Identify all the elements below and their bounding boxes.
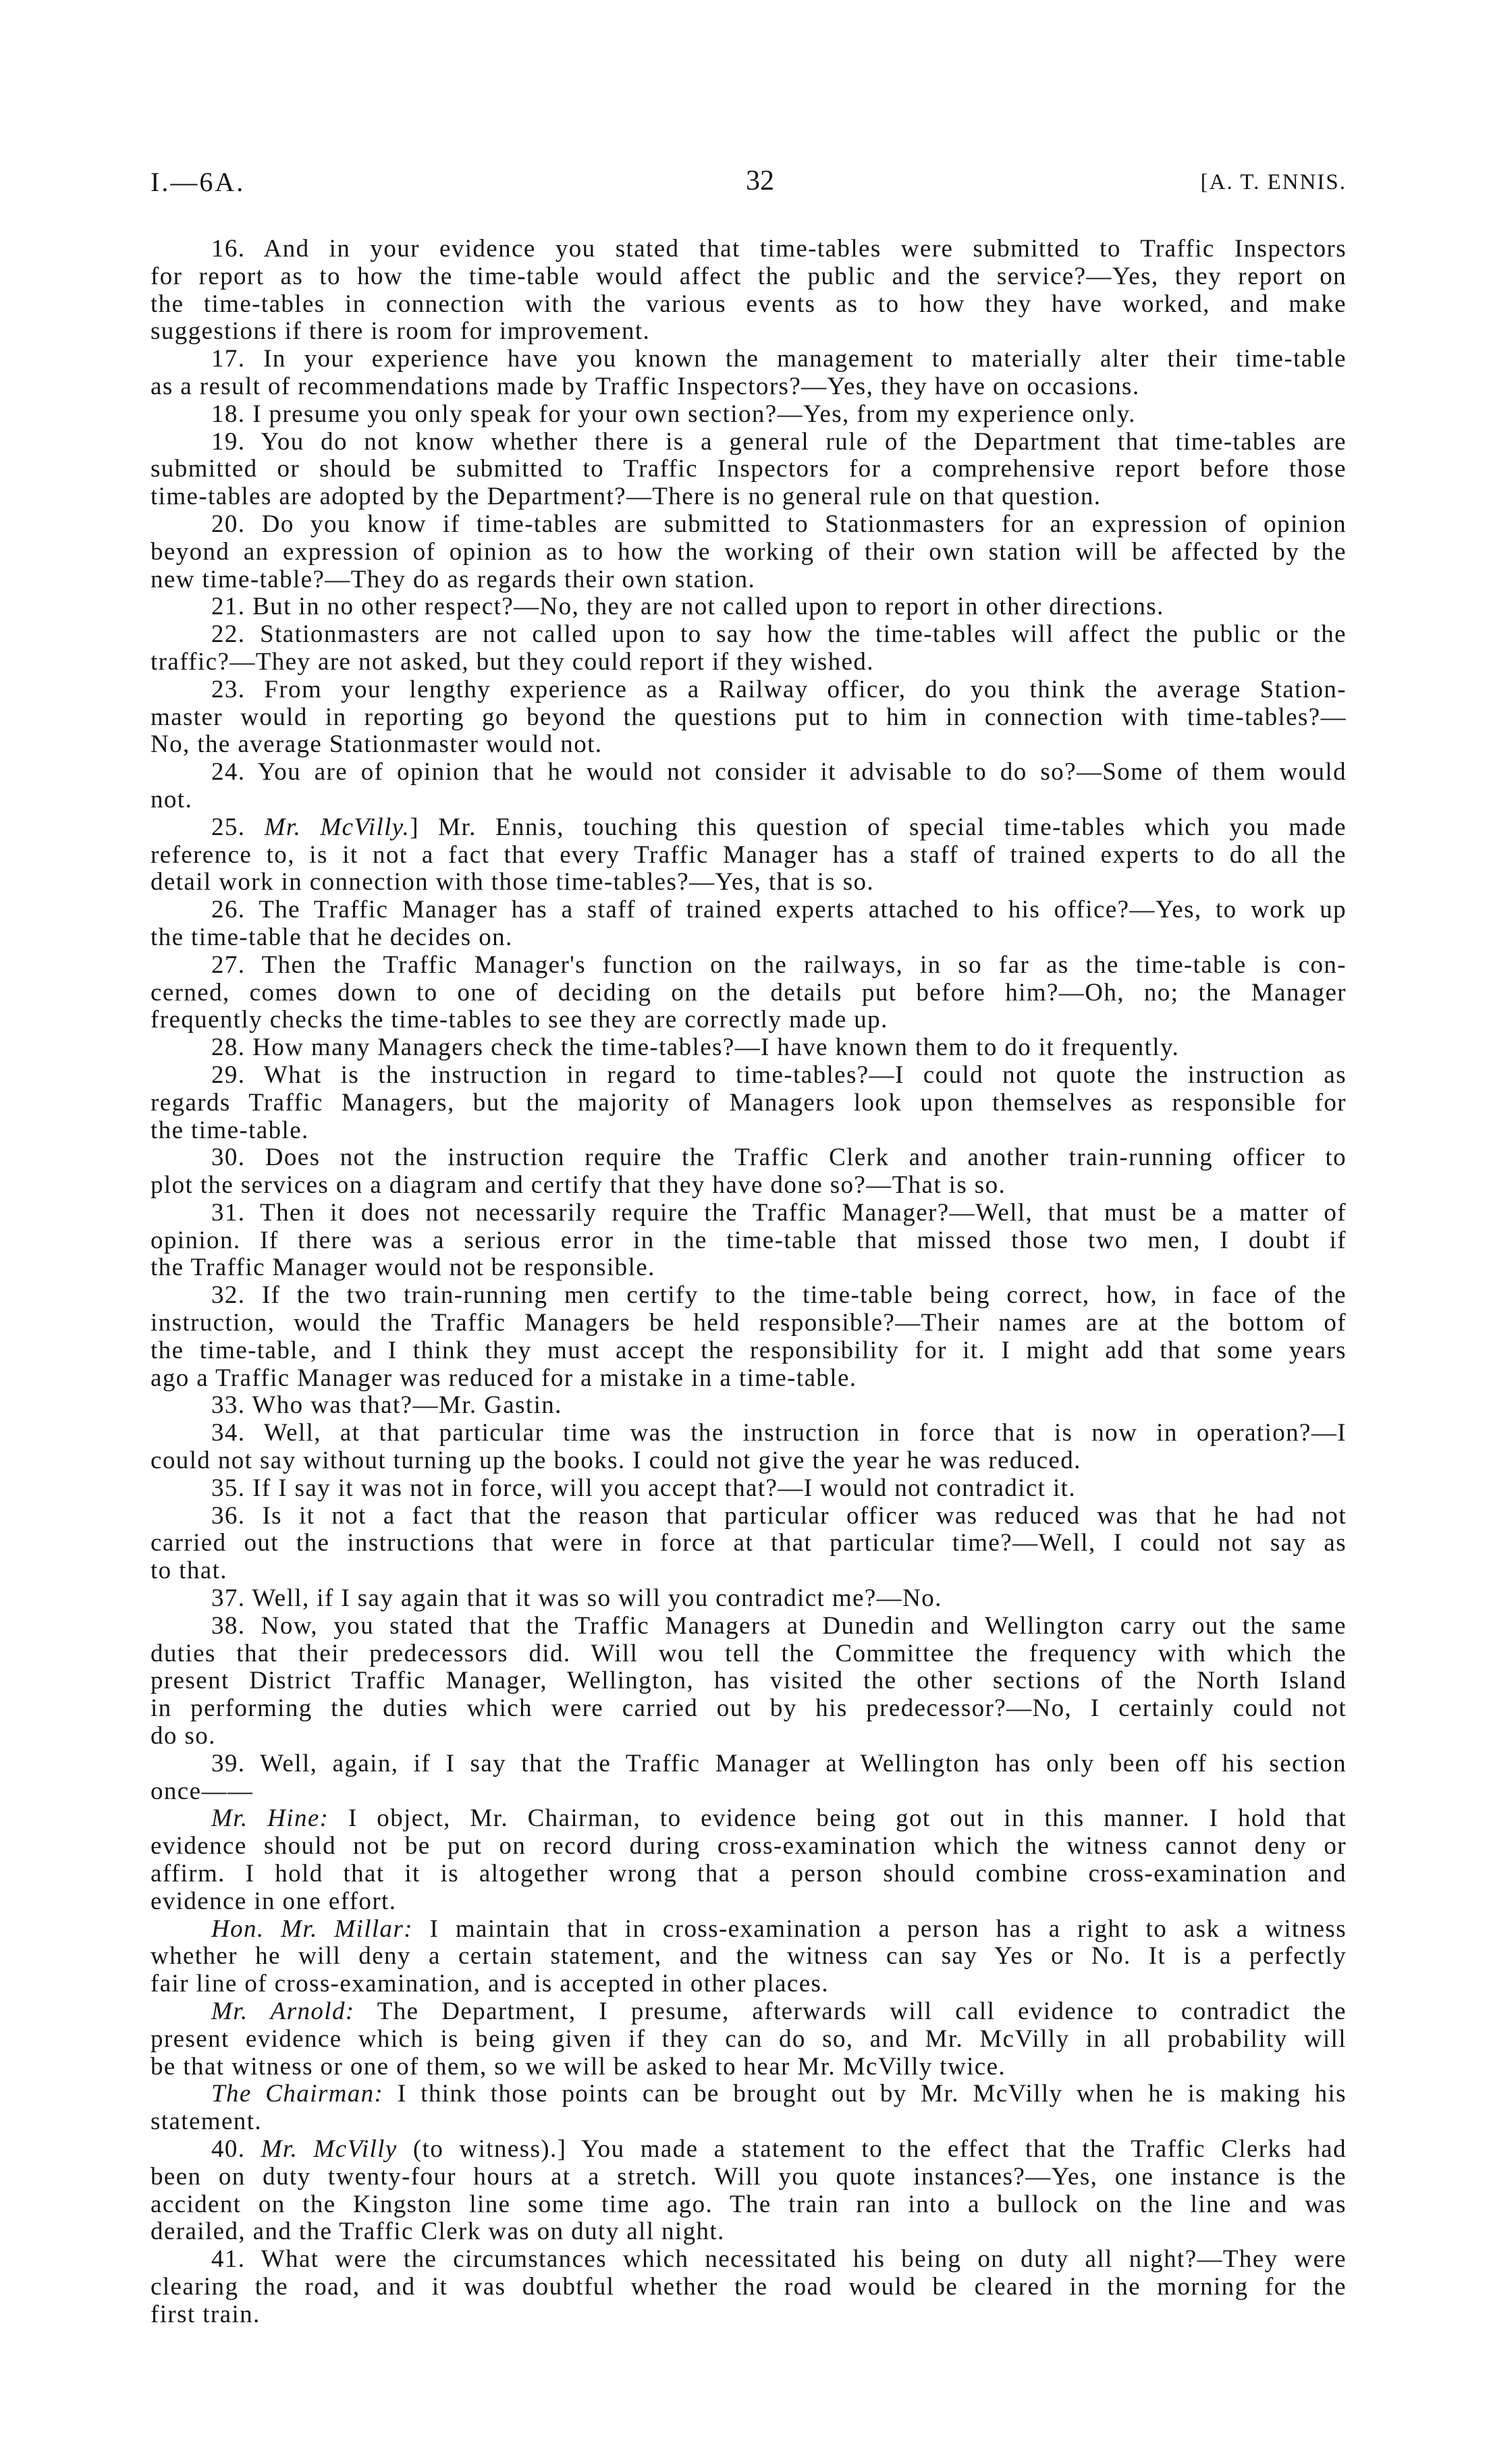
text-line: to that. (151, 1557, 227, 1585)
text-line: traffic?—They are not asked, but they could report if they wished. (151, 647, 874, 676)
text-line: the Traffic Manager would not be responsible. (151, 1254, 655, 1282)
paragraph (151, 2246, 1347, 2328)
text-line: 18. I presume you only speak for your own section?—Yes, from my experience only. (211, 400, 1136, 428)
text-line: 27. Then the Traffic Manager's function on the railways, in so far as the time-table is con- (211, 950, 1347, 979)
paragraph (151, 1998, 1347, 2081)
text-segment: 25. (211, 813, 265, 841)
text-line: the time-tables in connection with the various events as to how they have worked, and make (151, 290, 1347, 318)
text-line: No, the average Stationmaster would not. (151, 730, 603, 759)
text-segment: The Department, I presume, afterwards will call evidence to contradict the (354, 1998, 1347, 2025)
text-line: 41. What were the circumstances which necessitated his being on duty all night?—They were (211, 2245, 1347, 2274)
document-reference: I.—6A. (151, 167, 246, 197)
text-line: ago a Traffic Manager was reduced for a mistake in a time-table. (151, 1364, 857, 1392)
paragraph (151, 1585, 1347, 1613)
speaker-name: Mr. McVilly (261, 2135, 398, 2163)
text-line: affirm. I hold that it is altogether wrong that a person should combine cross-examination and (151, 1860, 1347, 1888)
paragraph (151, 759, 1347, 814)
text-line: been on duty twenty-four hours at a stretch. Will you quote instances?—Yes, one instance is the (151, 2162, 1347, 2191)
text-segment: (to witness).] You made a statement to the effect that the Traffic Clerks had (397, 2135, 1347, 2163)
text-line: whether he will deny a certain statement, and the witness can say Yes or No. It is a perfectly (151, 1942, 1347, 1971)
paragraph (151, 511, 1347, 593)
paragraph (151, 676, 1347, 759)
text-line: fair line of cross-examination, and is accepted in other places. (151, 1970, 829, 1998)
paragraph (151, 346, 1347, 401)
paragraph (151, 236, 1347, 346)
text-line: cerned, comes down to one of deciding on the details put before him?—Oh, no; the Manager (151, 978, 1347, 1007)
text-line: 31. Then it does not necessarily require the Traffic Manager?—Well, that must be a matter of (211, 1198, 1347, 1227)
paragraph (151, 593, 1347, 621)
text-line: 24. You are of opinion that he would not consider it advisable to do so?—Some of them would (211, 758, 1347, 786)
text-line: duties that their predecessors did. Will wou tell the Committee the frequency with which the (151, 1639, 1347, 1667)
paragraph (151, 952, 1347, 1034)
text-line: clearing the road, and it was doubtful whether the road would be cleared in the morning for the (151, 2272, 1347, 2301)
text-line (151, 1916, 1347, 1944)
paragraph (151, 896, 1347, 952)
document-body (151, 236, 1347, 2329)
text-line: 29. What is the instruction in regard to time-tables?—I could not quote the instruction as (211, 1061, 1347, 1089)
paragraph (151, 1144, 1347, 1200)
text-line: the time-table. (151, 1116, 309, 1144)
paragraph (151, 1200, 1347, 1282)
paragraph (151, 1750, 1347, 1806)
text-line: 17. In your experience have you known the management to materially alter their time-table (211, 345, 1347, 373)
text-line: once—— (151, 1777, 254, 1805)
text-line: 37. Well, if I say again that it was so will you contradict me?—No. (211, 1584, 942, 1613)
text-line: in performing the duties which were carried out by his predecessor?—No, I certainly could not (151, 1694, 1347, 1723)
text-line: the time-table that he decides on. (151, 923, 513, 951)
text-line: plot the services on a diagram and certify that they have done so?—That is so. (151, 1171, 1006, 1200)
text-line: for report as to how the time-table would affect the public and the service?—Yes, they report on (151, 262, 1347, 290)
text-line: 34. Well, at that particular time was the instruction in force that is now in operation?—I (211, 1419, 1347, 1447)
speaker-name: The Chairman: (211, 2080, 384, 2108)
text-segment: 40. (211, 2135, 261, 2163)
text-line: time-tables are adopted by the Department?—There is no general rule on that question. (151, 483, 1102, 511)
text-line (151, 1998, 1347, 2026)
text-line: as a result of recommendations made by Traffic Inspectors?—Yes, they have on occasions. (151, 372, 1140, 400)
text-segment: I think those points can be brought out by Mr. McVilly when he is making his (383, 2080, 1347, 2108)
text-line: 22. Stationmasters are not called upon to say how the time-tables will affect the public or the (211, 620, 1347, 649)
paragraph (151, 1420, 1347, 1475)
text-line: derailed, and the Traffic Clerk was on duty all night. (151, 2218, 725, 2246)
text-line (151, 1805, 1347, 1833)
text-line: beyond an expression of opinion as to how the working of their own station will be affected by the (151, 537, 1347, 566)
text-line: reference to, is it not a fact that every Traffic Manager has a staff of trained experts to do all the (151, 840, 1347, 869)
text-line (151, 814, 1347, 842)
witness-name: [A. T. ENNIS. (1200, 170, 1347, 194)
speaker-name: Mr. Hine: (211, 1804, 329, 1833)
text-line: regards Traffic Managers, but the majority of Managers look upon themselves as responsible for (151, 1088, 1347, 1117)
text-line: 26. The Traffic Manager has a staff of trained experts attached to his office?—Yes, to work up (211, 896, 1347, 924)
paragraph (151, 1503, 1347, 1585)
text-line: opinion. If there was a serious error in the time-table that missed those two men, I doubt if (151, 1226, 1347, 1254)
text-line: not. (151, 785, 193, 813)
text-line: 20. Do you know if time-tables are submitted to Stationmasters for an expression of opinion (211, 510, 1347, 538)
paragraph (151, 621, 1347, 676)
text-line: accident on the Kingston line some time ago. The train ran into a bullock on the line and was (151, 2190, 1347, 2218)
paragraph (151, 814, 1347, 896)
text-line: carried out the instructions that were in force at that particular time?—Well, I could not say as (151, 1529, 1347, 1557)
paragraph (151, 1062, 1347, 1144)
text-line: 28. How many Managers check the time-tables?—I have known them to do it frequently. (211, 1034, 1180, 1062)
text-line: be that witness or one of them, so we will be asked to hear Mr. McVilly twice. (151, 2052, 1006, 2081)
text-line: master would in reporting go beyond the questions put to him in connection with time-tables?— (151, 703, 1347, 731)
text-line (151, 2136, 1347, 2164)
paragraph (151, 2136, 1347, 2246)
paragraph (151, 1613, 1347, 1750)
text-line: 30. Does not the instruction require the Traffic Clerk and another train-running officer to (211, 1144, 1347, 1172)
paragraph (151, 1034, 1347, 1062)
text-line: 32. If the two train-running men certify to the time-table being correct, how, in face of the (211, 1281, 1347, 1310)
text-line: present District Traffic Manager, Wellington, has visited the other sections of the North Island (151, 1667, 1347, 1695)
paragraph (151, 1805, 1347, 1915)
text-line: statement. (151, 2108, 263, 2136)
text-line: 39. Well, again, if I say that the Traffic Manager at Wellington has only been off his section (211, 1749, 1347, 1777)
text-line: suggestions if there is room for improvement. (151, 317, 651, 346)
text-line: the time-table, and I think they must accept the responsibility for it. I might add that some years (151, 1336, 1347, 1364)
paragraph (151, 1916, 1347, 1998)
text-line (151, 2081, 1347, 2108)
page-number: 32 (746, 165, 774, 196)
paragraph (151, 1392, 1347, 1420)
text-line: evidence in one effort. (151, 1887, 397, 1915)
text-segment: I object, Mr. Chairman, to evidence being got out in this manner. I hold that (329, 1804, 1347, 1833)
text-line: 16. And in your evidence you stated that time-tables were submitted to Traffic Inspectors (211, 235, 1347, 263)
text-line: submitted or should be submitted to Traffic Inspectors for a comprehensive report before those (151, 455, 1347, 483)
text-line: first train. (151, 2300, 261, 2328)
text-line: present evidence which is being given if they can do so, and Mr. McVilly in all probability will (151, 2025, 1347, 2053)
text-segment: ] Mr. Ennis, touching this question of special time-tables which you made (410, 813, 1347, 841)
paragraph (151, 1282, 1347, 1392)
speaker-name: Mr. Arnold: (211, 1998, 355, 2025)
text-line: 36. Is it not a fact that the reason that particular officer was reduced was that he had not (211, 1501, 1347, 1530)
text-line: detail work in connection with those time-tables?—Yes, that is so. (151, 868, 875, 896)
text-line: instruction, would the Traffic Managers be held responsible?—Their names are at the bottom of (151, 1309, 1347, 1337)
text-line: 21. But in no other respect?—No, they are not called upon to report in other directions. (211, 593, 1164, 621)
text-line: evidence should not be put on record during cross-examination which the witness cannot deny or (151, 1832, 1347, 1860)
paragraph (151, 1475, 1347, 1503)
text-line: frequently checks the time-tables to see they are correctly made up. (151, 1006, 888, 1034)
text-line: 19. You do not know whether there is a general rule of the Department that time-tables are (211, 427, 1347, 456)
paragraph (151, 2081, 1347, 2136)
text-line: new time-table?—They do as regards their own station. (151, 565, 756, 593)
text-line: 33. Who was that?—Mr. Gastin. (211, 1391, 562, 1420)
paragraph (151, 429, 1347, 511)
text-line: 38. Now, you stated that the Traffic Managers at Dunedin and Wellington carry out the same (211, 1611, 1347, 1640)
speaker-name: Hon. Mr. Millar: (211, 1914, 413, 1943)
text-line: could not say without turning up the books. I could not give the year he was reduced. (151, 1447, 1081, 1475)
speaker-name: Mr. McVilly. (264, 813, 410, 841)
running-header (151, 166, 1347, 198)
paragraph (151, 401, 1347, 429)
text-line: 35. If I say it was not in force, will you accept that?—I would not contradict it. (211, 1474, 1077, 1502)
text-line: do so. (151, 1722, 216, 1750)
text-line: 23. From your lengthy experience as a Railway officer, do you think the average Station- (211, 675, 1347, 703)
text-segment: I maintain that in cross-examination a person has a right to ask a witness (412, 1914, 1347, 1943)
